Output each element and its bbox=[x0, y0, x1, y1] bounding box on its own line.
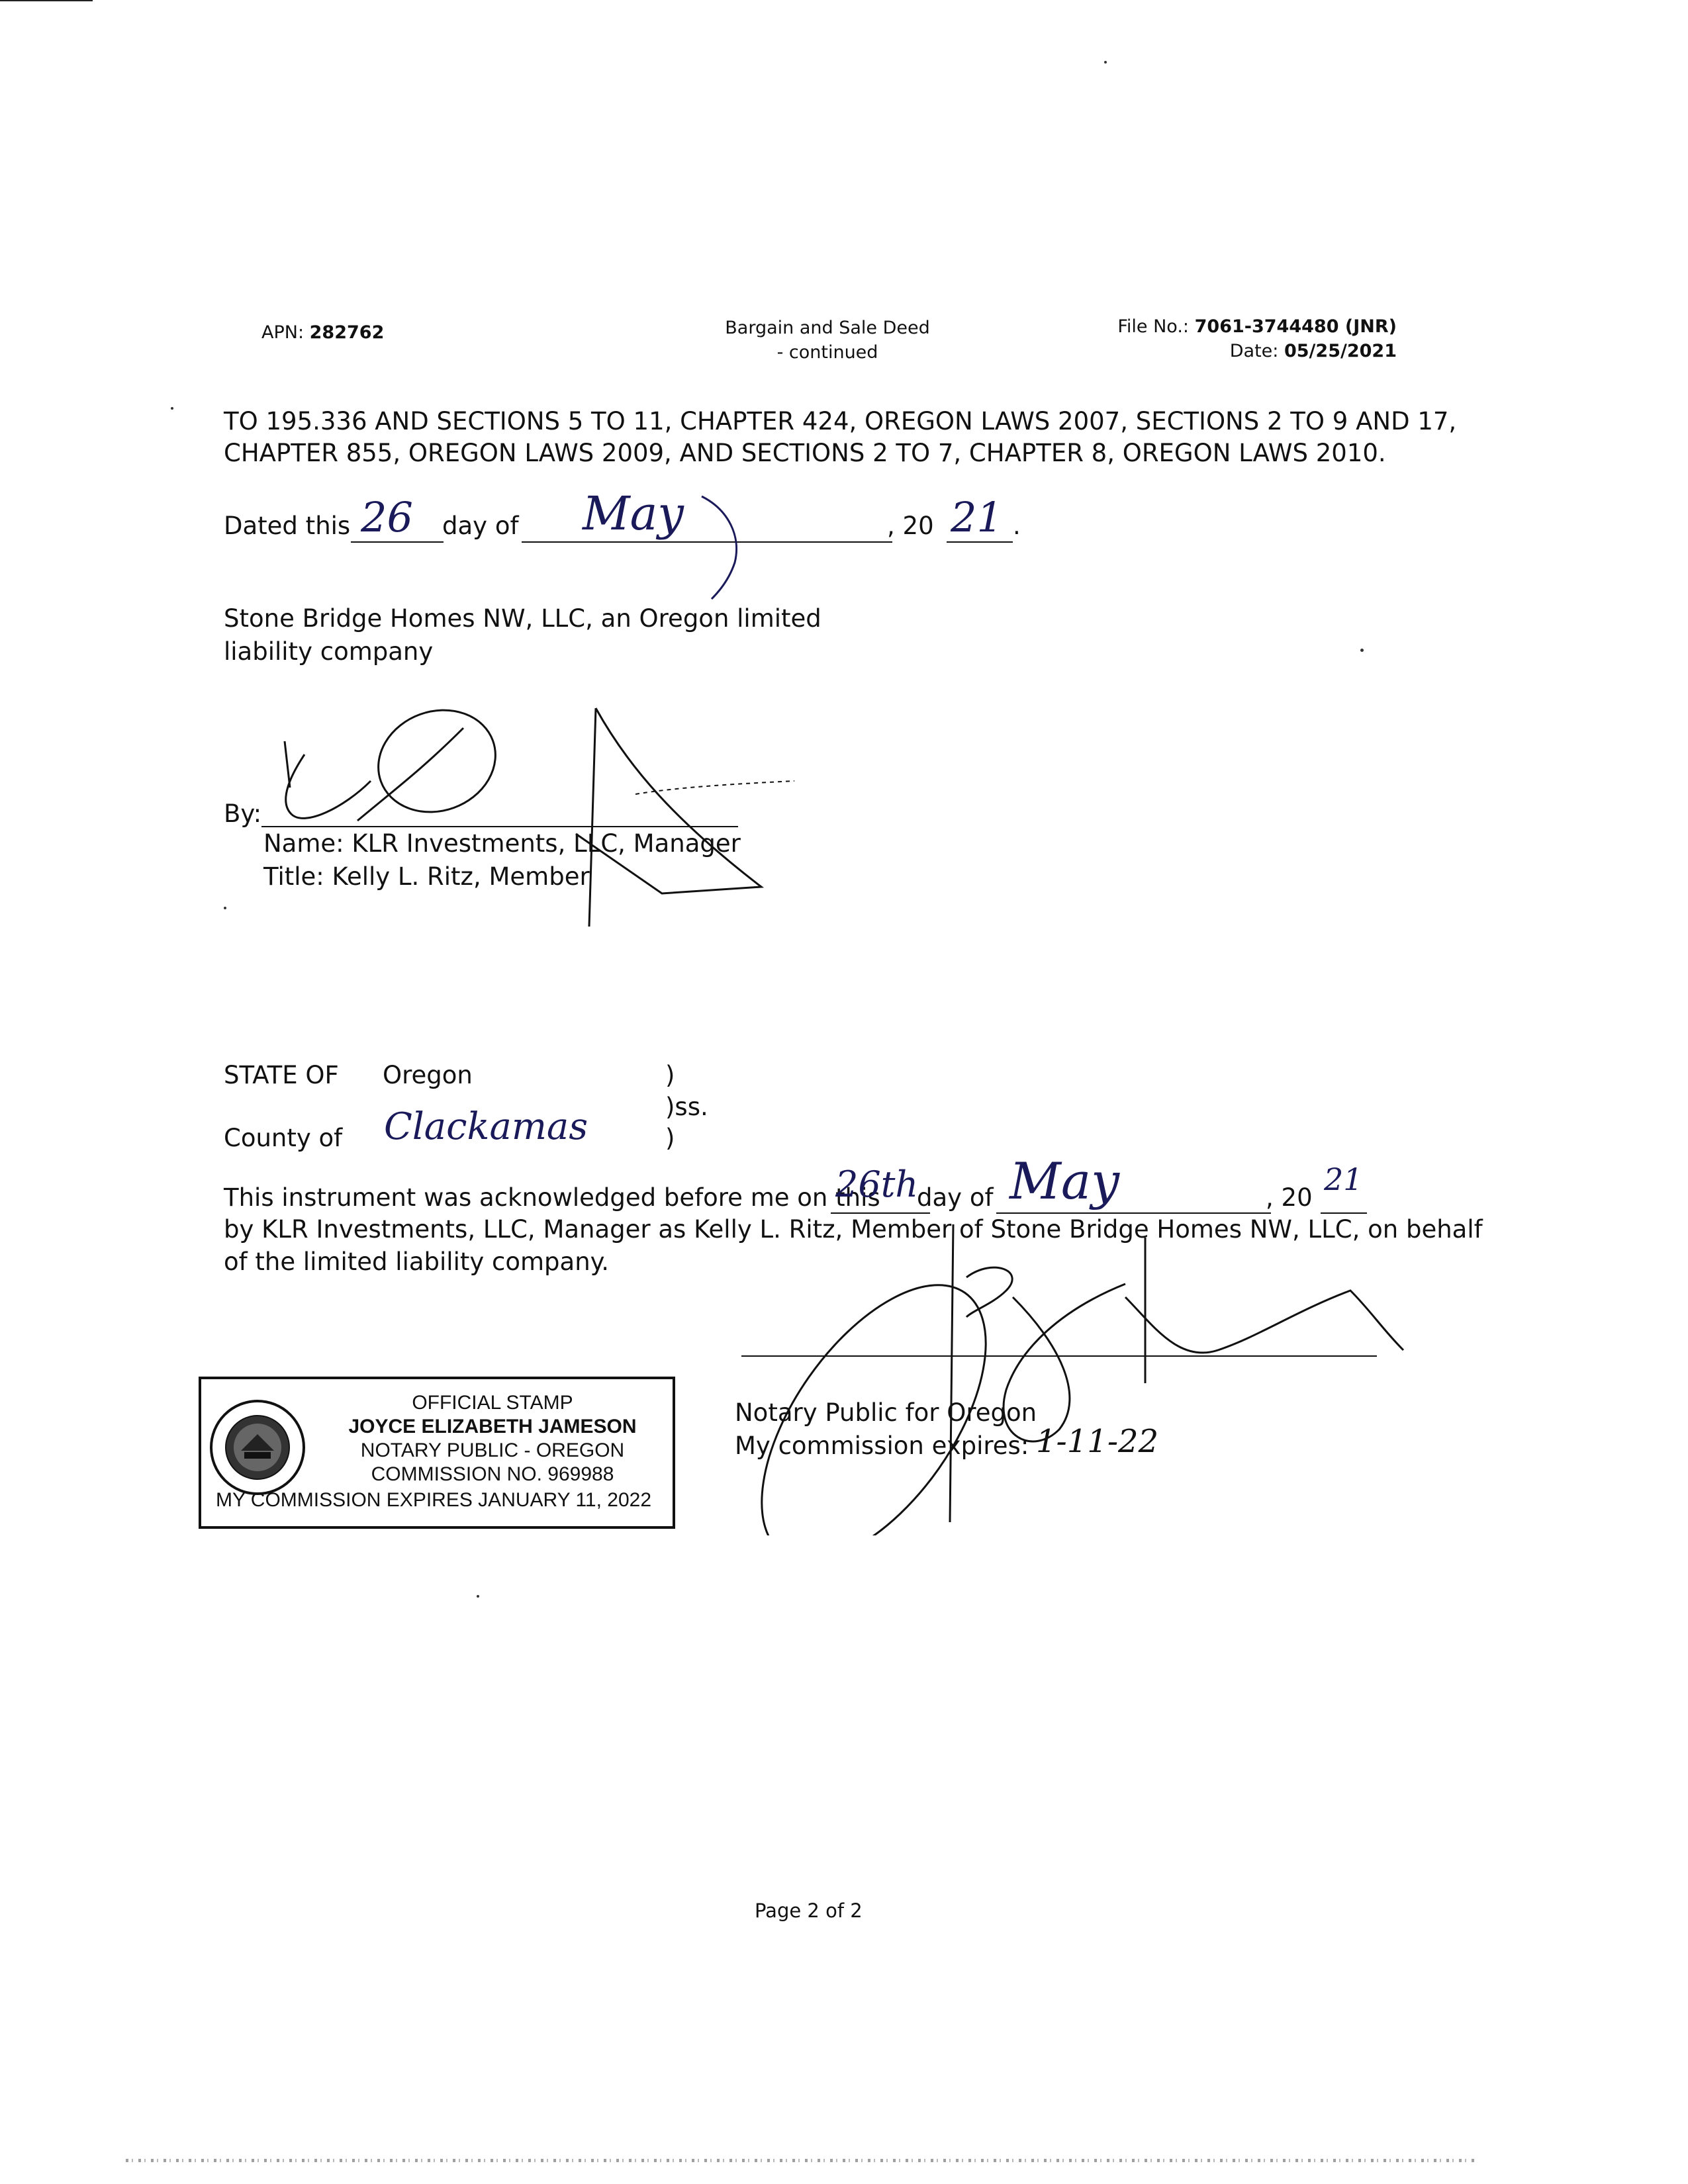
stamp-line-2: JOYCE ELIZABETH JAMESON bbox=[348, 1416, 637, 1437]
file-info bbox=[1086, 316, 1397, 361]
dated-year-handwritten: 21 bbox=[951, 493, 1003, 541]
apn-label: APN: bbox=[261, 322, 305, 343]
scan-edge-line bbox=[0, 0, 93, 1]
scan-speck bbox=[171, 407, 173, 410]
dated-day-of: day of bbox=[442, 512, 519, 540]
page-number: Page 2 of 2 bbox=[755, 1899, 863, 1922]
dated-year-prefix: , 20 bbox=[887, 512, 934, 540]
ack-year-handwritten: 21 bbox=[1324, 1161, 1363, 1197]
notary-stamp bbox=[199, 1377, 675, 1529]
company-line-2: liability company bbox=[224, 637, 434, 666]
ss-mark: )ss. bbox=[665, 1093, 708, 1121]
date-label: Date: bbox=[1229, 341, 1279, 361]
by-label: By: bbox=[224, 799, 262, 828]
doc-title-text: Bargain and Sale Deed bbox=[725, 318, 930, 338]
ack-line-2: by KLR Investments, LLC, Manager as Kelly L. Ritz, Member of Stone Bridge Homes NW, LLC, on behalf bbox=[224, 1215, 1483, 1244]
signer-title: Title: Kelly L. Ritz, Member bbox=[263, 862, 590, 891]
dated-day-blank bbox=[351, 541, 444, 543]
state-seal-icon bbox=[208, 1398, 307, 1497]
commission-expires-handwritten: 1-11-22 bbox=[1036, 1423, 1159, 1460]
scan-speck bbox=[224, 907, 226, 909]
scan-speck bbox=[1360, 649, 1364, 652]
dated-day-handwritten: 26 bbox=[361, 493, 413, 541]
apn-value: 282762 bbox=[309, 322, 385, 343]
stamp-line-1: OFFICIAL STAMP bbox=[412, 1392, 573, 1414]
ack-day-handwritten: 26th bbox=[835, 1163, 919, 1205]
stamp-text bbox=[307, 1391, 678, 1486]
state-value: Oregon bbox=[383, 1061, 473, 1089]
dated-year-blank bbox=[947, 541, 1013, 543]
company-line-1: Stone Bridge Homes NW, LLC, an Oregon limited bbox=[224, 604, 821, 633]
county-handwritten: Clackamas bbox=[384, 1105, 588, 1148]
scan-noise-line bbox=[126, 2159, 1476, 2162]
doc-title bbox=[702, 318, 953, 363]
legal-text-line-2: CHAPTER 855, OREGON LAWS 2009, AND SECTIONS 2 TO 7, CHAPTER 8, OREGON LAWS 2010. bbox=[224, 439, 1386, 467]
notary-signature bbox=[715, 1218, 1410, 1535]
stamp-line-5: MY COMMISSION EXPIRES JANUARY 11, 2022 bbox=[216, 1489, 652, 1511]
dated-month-stroke bbox=[688, 483, 761, 602]
date-value: 05/25/2021 bbox=[1284, 341, 1397, 361]
file-label: File No.: bbox=[1117, 316, 1190, 337]
county-label: County of bbox=[224, 1124, 343, 1152]
scan-speck bbox=[1104, 61, 1107, 64]
apn bbox=[261, 322, 384, 343]
stamp-line-3: NOTARY PUBLIC - OREGON bbox=[360, 1439, 625, 1461]
commission-expires-label: My commission expires: bbox=[735, 1432, 1029, 1460]
notary-public-for: Notary Public for Oregon bbox=[735, 1398, 1037, 1427]
file-number bbox=[1086, 316, 1397, 337]
doc-subtitle-text: - continued bbox=[776, 342, 878, 363]
ack-day-of: day of bbox=[917, 1183, 994, 1212]
ack-month-handwritten: May bbox=[1009, 1152, 1120, 1210]
grantor-signature bbox=[265, 688, 794, 940]
signer-name: Name: KLR Investments, LLC, Manager bbox=[263, 829, 741, 858]
ack-prefix: This instrument was acknowledged before me on this bbox=[224, 1183, 880, 1212]
dated-end: . bbox=[1013, 512, 1021, 540]
scan-speck bbox=[477, 1595, 479, 1598]
state-label: STATE OF bbox=[224, 1061, 339, 1089]
ack-line-3: of the limited liability company. bbox=[224, 1248, 610, 1276]
file-date bbox=[1086, 341, 1397, 361]
state-paren: ) bbox=[665, 1061, 675, 1089]
dated-month-handwritten: May bbox=[583, 486, 684, 541]
county-paren: ) bbox=[665, 1124, 675, 1152]
dated-prefix: Dated this bbox=[224, 512, 351, 540]
file-value: 7061-3744480 (JNR) bbox=[1194, 316, 1397, 337]
ack-year-prefix: , 20 bbox=[1266, 1183, 1313, 1212]
legal-text-line-1: TO 195.336 AND SECTIONS 5 TO 11, CHAPTER 424, OREGON LAWS 2007, SECTIONS 2 TO 9 AND 17, bbox=[224, 407, 1457, 435]
stamp-line-4: COMMISSION NO. 969988 bbox=[371, 1463, 614, 1485]
